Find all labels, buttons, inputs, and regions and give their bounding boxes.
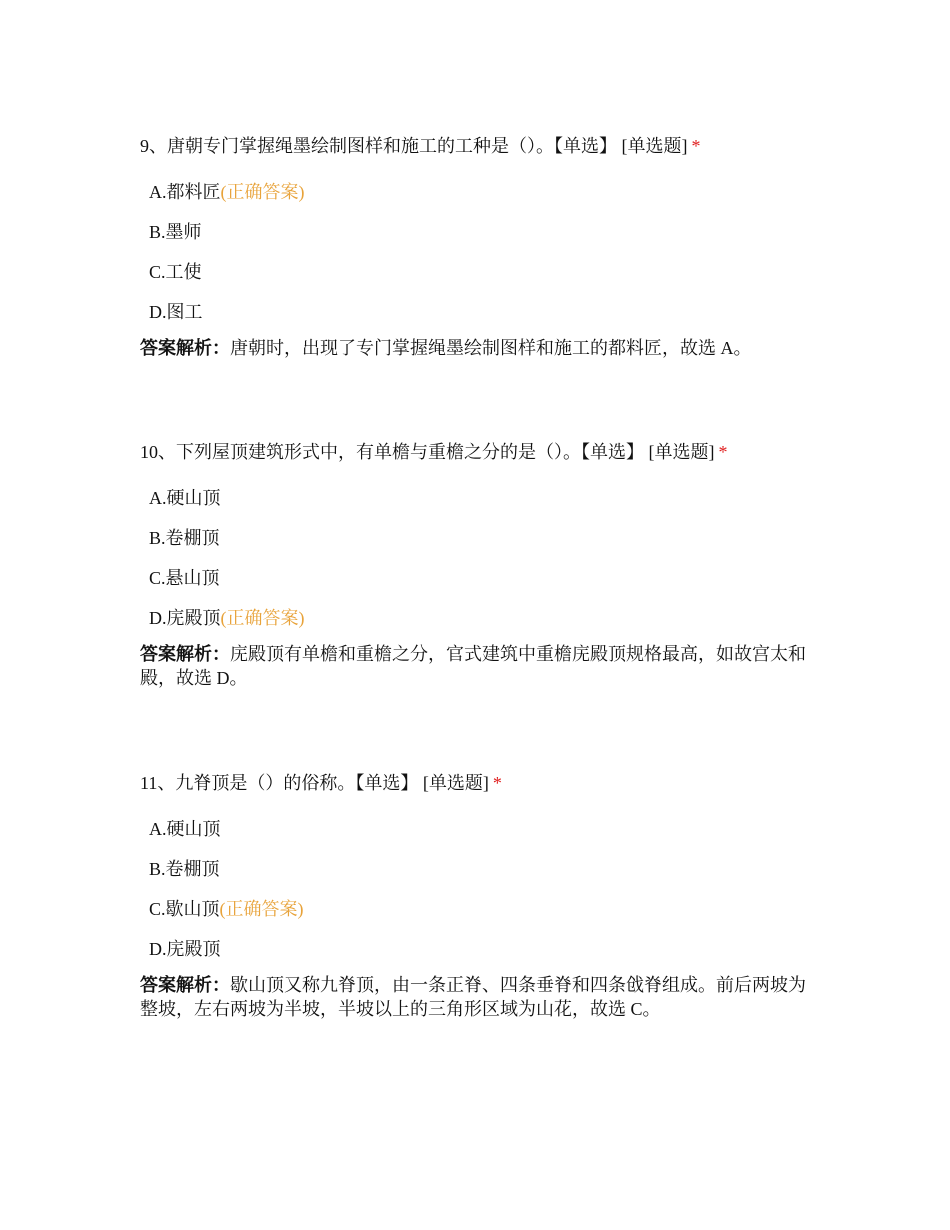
required-mark: * xyxy=(718,442,728,462)
question-11 xyxy=(140,771,820,1021)
option-a[interactable]: A.硬山顶 xyxy=(149,819,221,839)
option-c[interactable]: C.工使 xyxy=(149,262,202,282)
answer-explanation xyxy=(140,973,820,1021)
option-d[interactable]: D.图工 xyxy=(149,302,203,322)
option-d[interactable]: D.庑殿顶(正确答案) xyxy=(149,608,305,628)
explanation-label: 答案解析： xyxy=(140,975,230,995)
answer-explanation xyxy=(140,336,820,360)
correct-answer-label: (正确答案) xyxy=(220,608,305,628)
option-list xyxy=(140,486,820,646)
option-b[interactable]: B.卷棚顶 xyxy=(149,859,220,879)
required-mark: * xyxy=(492,773,502,793)
question-title: 9、唐朝专门掌握绳墨绘制图样和施工的工种是（）。【单选】 [单选题] * xyxy=(140,136,701,156)
required-mark: * xyxy=(691,136,701,156)
option-b[interactable]: B.卷棚顶 xyxy=(149,528,220,548)
correct-answer-label: (正确答案) xyxy=(220,182,305,202)
explanation-text: 歇山顶又称九脊顶，由一条正脊、四条垂脊和四条戗脊组成。前后两坡为整坡，左右两坡为半坡，半坡以上的三角形区域为山花，故选 C。 xyxy=(140,975,806,1019)
explanation-text: 庑殿顶有单檐和重檐之分，官式建筑中重檐庑殿顶规格最高，如故宫太和殿，故选 D。 xyxy=(140,644,806,688)
option-list xyxy=(140,180,820,340)
option-b[interactable]: B.墨师 xyxy=(149,222,202,242)
explanation-label: 答案解析： xyxy=(140,644,230,664)
option-a[interactable]: A.都料匠(正确答案) xyxy=(149,182,305,202)
correct-answer-label: (正确答案) xyxy=(219,899,304,919)
option-d[interactable]: D.庑殿顶 xyxy=(149,939,221,959)
explanation-text: 唐朝时，出现了专门掌握绳墨绘制图样和施工的都料匠，故选 A。 xyxy=(230,338,752,358)
question-title: 11、九脊顶是（）的俗称。【单选】 [单选题] * xyxy=(140,773,502,793)
question-9 xyxy=(140,134,820,360)
option-c[interactable]: C.悬山顶 xyxy=(149,568,220,588)
option-c[interactable]: C.歇山顶(正确答案) xyxy=(149,899,304,919)
answer-explanation xyxy=(140,642,820,690)
option-list xyxy=(140,817,820,977)
option-a[interactable]: A.硬山顶 xyxy=(149,488,221,508)
question-title: 10、下列屋顶建筑形式中，有单檐与重檐之分的是（）。【单选】 [单选题] * xyxy=(140,442,728,462)
explanation-label: 答案解析： xyxy=(140,338,230,358)
question-10 xyxy=(140,440,820,690)
